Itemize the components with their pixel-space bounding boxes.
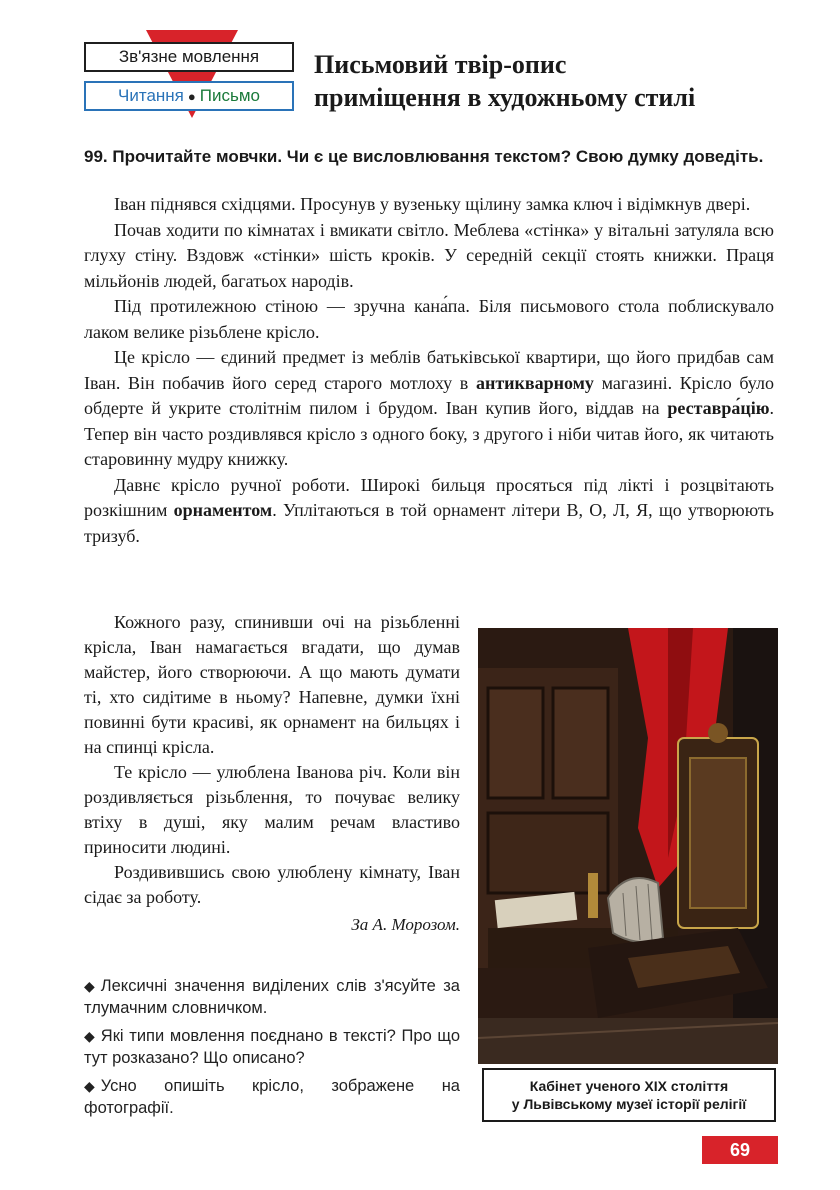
diamond-bullet-icon: ◆ [84, 978, 95, 994]
question-item [84, 975, 460, 1019]
section-badge [84, 30, 298, 118]
side-text [84, 610, 460, 937]
p5-part-1: Давнє крісло ручної роботи. Широкі бильця просяться під лікті і розцвітають розкішним [84, 474, 774, 520]
badge-dot-icon: ● [187, 88, 196, 104]
paragraph-5 [84, 473, 774, 550]
page-title [314, 48, 784, 114]
badge-top-label: Зв'язне мовлення [118, 47, 260, 66]
title-line-1: Письмовий твір-опис [314, 50, 567, 79]
question-text: Які типи мовлення поєднано в тексті? Про що тут розказано? Що описано? [84, 1027, 460, 1067]
diamond-bullet-icon: ◆ [84, 1028, 95, 1044]
question-item [84, 1025, 460, 1069]
question-item [84, 1075, 460, 1119]
title-line-2: приміщення в художньому стилі [314, 83, 696, 112]
highlighted-word-antique: антикварному [475, 372, 594, 393]
paragraph-2: Почав ходити по кімнатах і вмикати світло. Меблева «стінка» у вітальні затуляла всю глуху стіну. Вздовж «стінки» шість кроків. У середній секції стоять книжки. Праця мільйонів людей, багатьох народів. [84, 219, 774, 291]
author-attribution: За А. Морозом. [351, 915, 460, 934]
badge-connected-speech [84, 42, 294, 72]
paragraph-7: Те крісло — улюблена Іванова річ. Коли він роздивляється різьблення, то почуває велику втіху в душі, яку малим речам властиво приносити людині. [84, 762, 460, 857]
caption-line-2: у Львівському музеї історії релігії [511, 1096, 747, 1112]
highlighted-word-ornament: орнаментом [173, 500, 273, 520]
paragraph-3: Під протилежною стіною — зручна кана́па. Біля письмового стола поблискувало лаком велике різьблене крісло. [84, 296, 774, 342]
paragraph-4 [84, 345, 774, 473]
page-number: 69 [702, 1136, 778, 1164]
p5-part-2: . Уплітаються в той орнамент літери В, О, Л, Я, що утворюють тризуб. [84, 500, 774, 546]
question-text: Усно опишіть крісло, зображене на фотографії. [84, 1077, 460, 1117]
main-text [84, 192, 774, 549]
museum-photo [478, 628, 778, 1064]
badge-reading-writing [84, 81, 294, 111]
paragraph-6: Кожного разу, спинивши очі на різьбленні крісла, Іван намагається вгадати, що думав майстер, його створюючи. А що мають думати ті, хто сидітиме в ньому? Напевне, думки їхні повинні бути красиві, як орнамент на бильцях і на спинці крісла. [84, 612, 460, 757]
photo-caption [482, 1068, 776, 1122]
paragraph-8: Роздивившись свою улюблену кімнату, Іван сідає за роботу. [84, 862, 460, 907]
p4-part-2: магазині. Крісло було обдерте й укрите столітнім пилом і брудом. Іван купив його, віддав на [84, 372, 774, 418]
diamond-bullet-icon: ◆ [84, 1078, 95, 1094]
caption-line-1: Кабінет ученого XIX століття [529, 1078, 729, 1094]
question-text: Лексичні значення виділених слів з'ясуйте за тлумачним словничком. [84, 977, 460, 1017]
questions-list [84, 975, 460, 1125]
museum-photo-illustration [478, 628, 778, 1064]
badge-writing-label: Письмо [199, 86, 260, 105]
p4-part-3: . Тепер він часто роздивлявся крісло з одного боку, з другого і ніби читав його, як читають старовинну мудру книжку. [84, 398, 774, 469]
task-heading: 99. Прочитайте мовчки. Чи є це висловлювання текстом? Свою думку доведіть. [84, 147, 764, 166]
highlighted-word-restoration: реставра́цію [667, 398, 770, 418]
badge-reading-label: Читання [118, 86, 184, 105]
p4-part-1: Це крісло — єдиний предмет із меблів батьківської квартири, що його придбав сам Іван. Він побачив його серед старого мотлоху в [84, 347, 774, 393]
paragraph-1: Іван піднявся східцями. Просунув у вузеньку щілину замка ключ і відімкнув двері. [114, 194, 751, 214]
